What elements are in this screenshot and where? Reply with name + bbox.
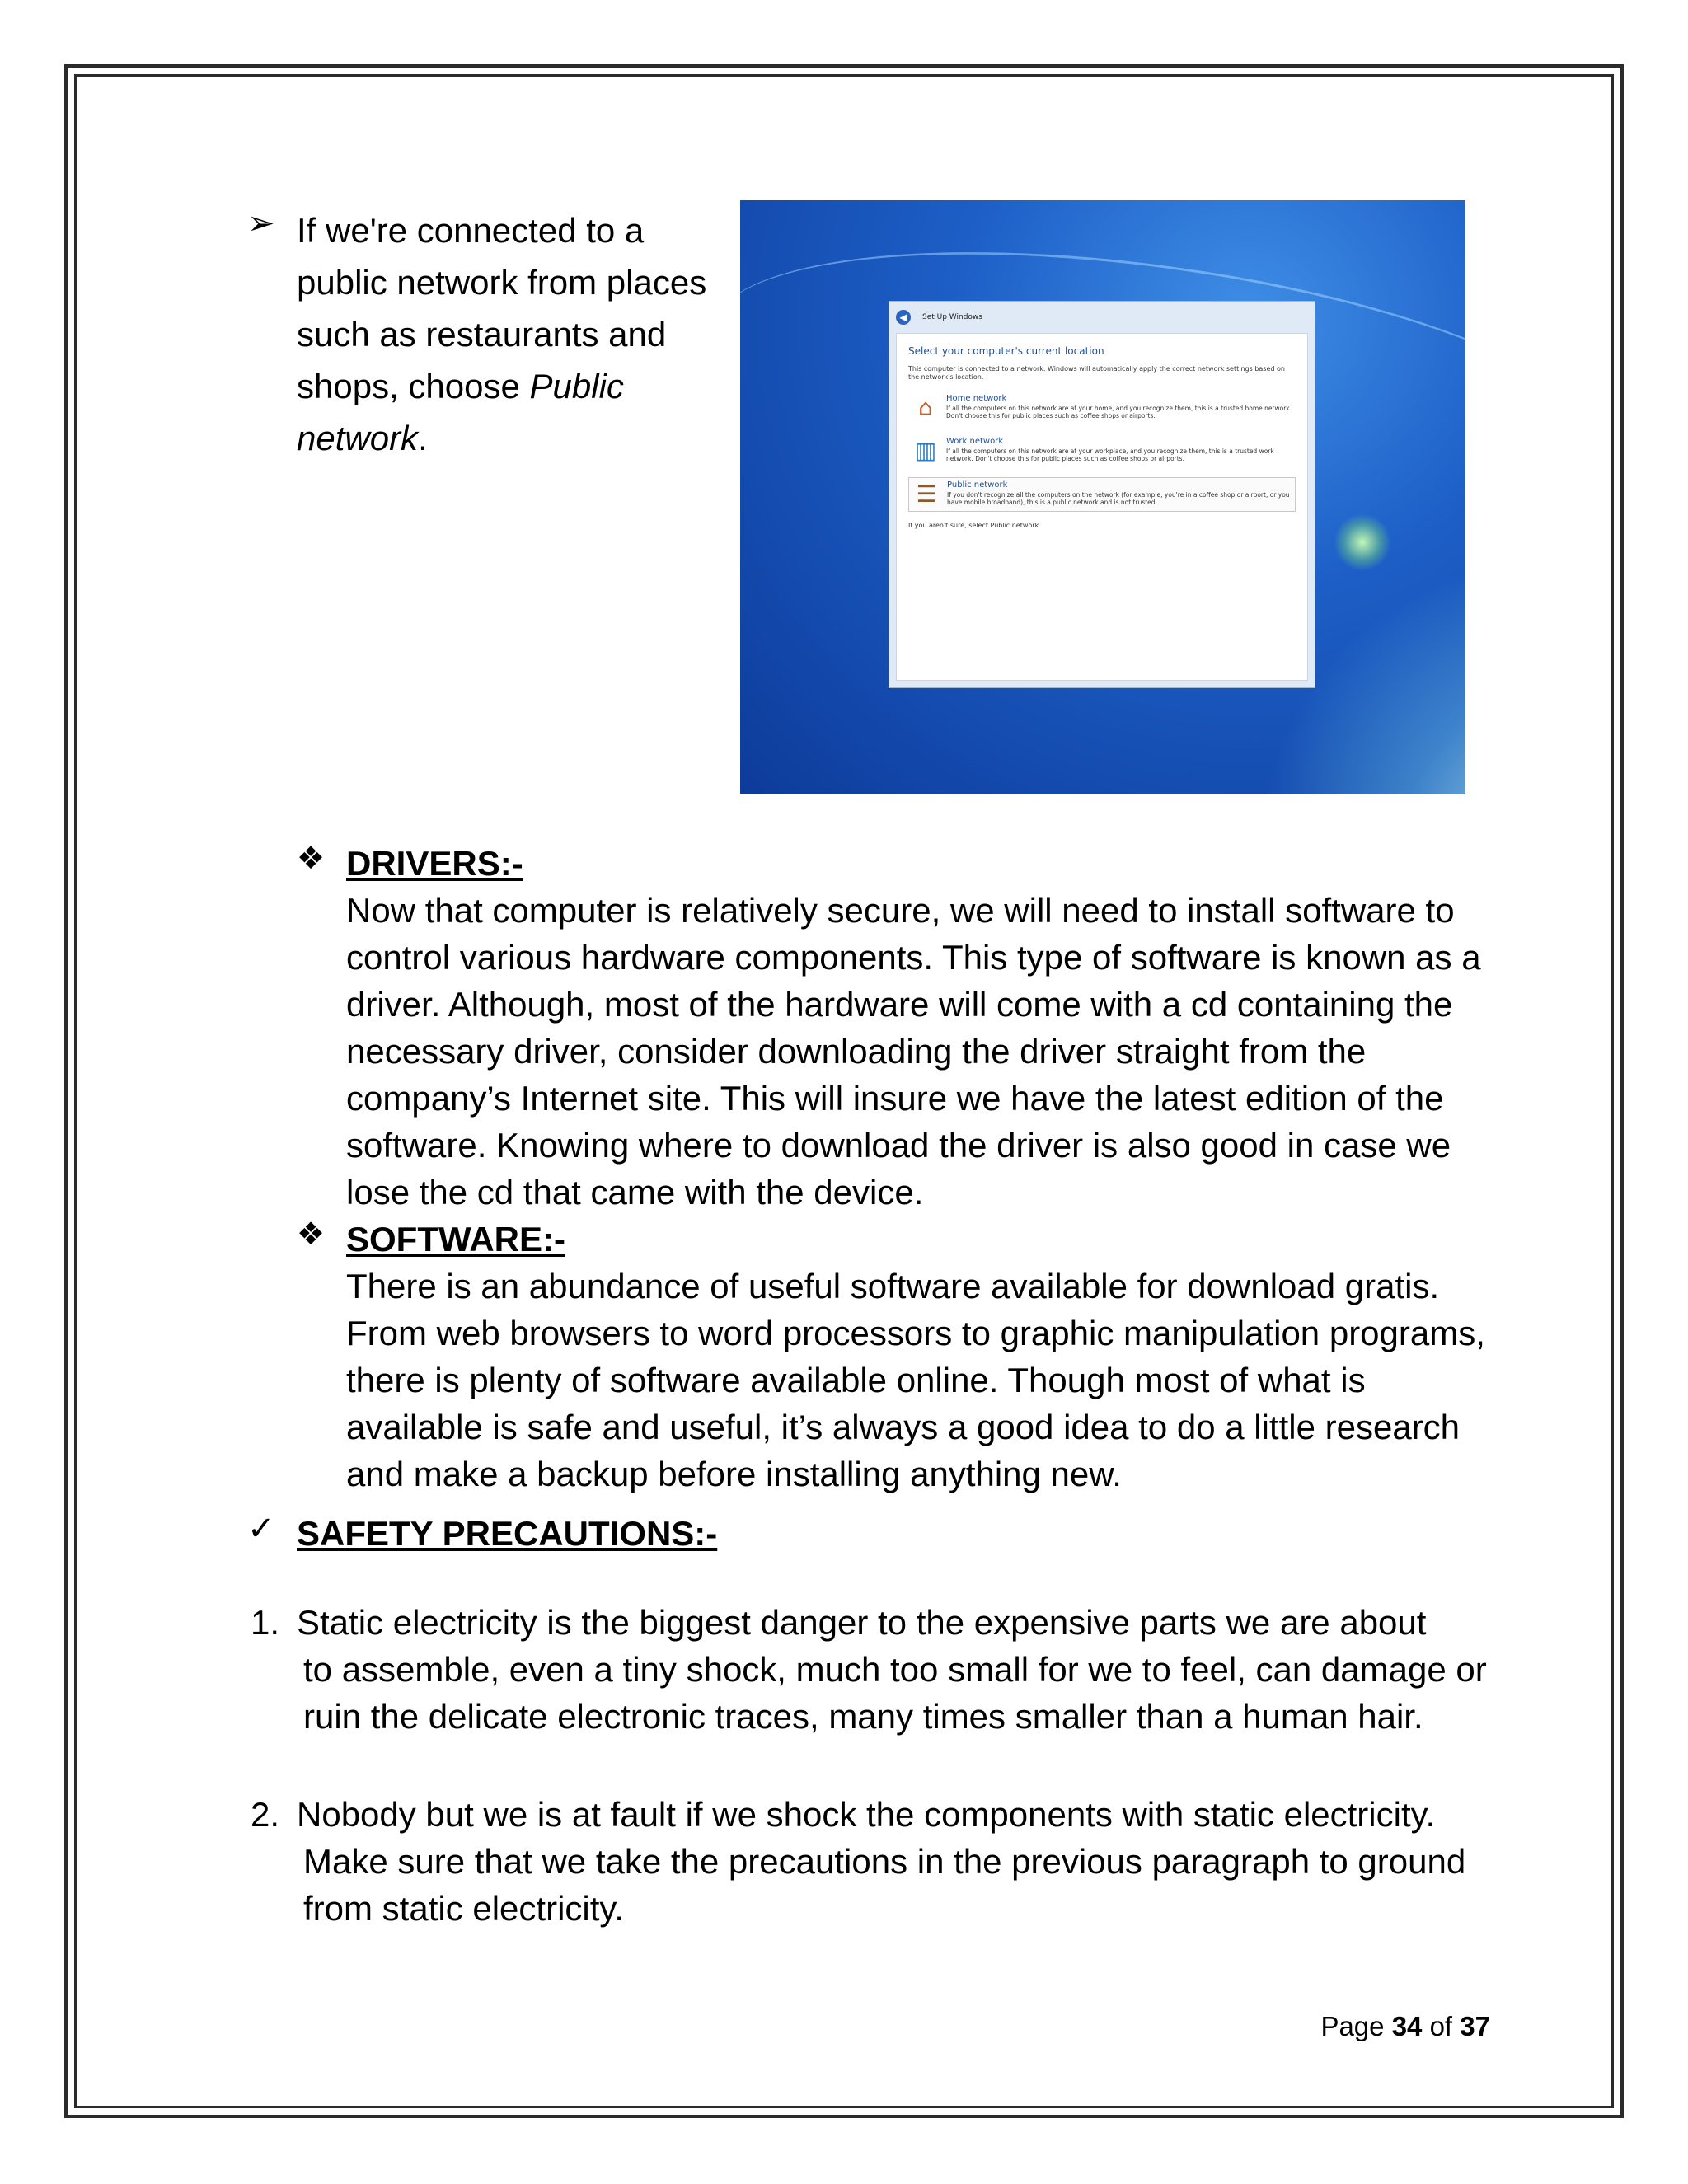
option-work-network xyxy=(908,434,1296,467)
list-number: 2. xyxy=(251,1795,280,1834)
drivers-paragraph: Now that computer is relatively secure, we will need to install software to control various hardware components. This type of software is known as a driver. Although, most of the hardware will come with a cd containing the necessary driver, consider downloading the driver straight from the company’s Internet site. This will insure we have the latest edition of the software. Knowing where to download the driver is also good in case we lose the cd that came with the device. xyxy=(346,891,1481,1212)
back-arrow-icon: ◀ xyxy=(896,310,911,325)
software-paragraph: There is an abundance of useful software available for download gratis. From web browsers to word processors to graphic manipulation programs, there is plenty of software available online. Though most of what is available is safe and useful, it’s always a good idea to do a little research and make a backup before installing anything new. xyxy=(346,1267,1485,1493)
list-item xyxy=(251,1599,1503,1740)
dialog-title: Set Up Windows xyxy=(922,313,982,321)
option-name: Work network xyxy=(946,437,1004,446)
option-text: If all the computers on this network are at your home, and you recognize them, this is a trusted home network. Don't choose this for public places such as coffee shops or airports. xyxy=(946,405,1292,419)
list-text-first: Static electricity is the biggest danger to the expensive parts we are about xyxy=(297,1603,1427,1642)
checkmark-bullet-icon: ✓ xyxy=(247,1510,275,1548)
option-text: If you don't recognize all the computers on the network (for example, you're in a coffee shop or airport, or you have mobile broadband), this is a public network and is not trusted. xyxy=(947,491,1290,506)
page-number: 34 xyxy=(1391,2011,1423,2041)
of-label: of xyxy=(1429,2011,1453,2041)
option-text: If all the computers on this network are at your workplace, and you recognize them, this is a trusted work network. Don't choose this for public places such as coffee shops or airports. xyxy=(946,448,1274,462)
house-icon: ⌂ xyxy=(918,394,933,421)
list-text-first: Nobody but we is at fault if we shock the components with static electricity. xyxy=(297,1795,1436,1834)
windows-setup-screenshot xyxy=(740,200,1465,794)
software-heading: SOFTWARE:- xyxy=(346,1220,565,1258)
page-label: Page xyxy=(1320,2011,1385,2041)
diamond-bullet-icon: ❖ xyxy=(297,840,326,876)
dialog-body xyxy=(896,333,1308,681)
list-text-rest: Make sure that we take the precautions in the previous paragraph to ground from static electricity. xyxy=(303,1842,1466,1928)
intro-text: If we're connected to a public network from places such as restaurants and shops, choose xyxy=(297,211,707,405)
list-text-rest: to assemble, even a tiny shock, much too small for we to feel, can damage or ruin the delicate electronic traces, many times smaller than a human hair. xyxy=(303,1650,1487,1736)
diamond-bullet-icon: ❖ xyxy=(297,1216,326,1252)
option-public-network xyxy=(908,477,1296,512)
list-item xyxy=(251,1791,1503,1932)
intro-period: . xyxy=(418,419,428,457)
intro-paragraph xyxy=(297,204,725,464)
option-name: Public network xyxy=(947,480,1008,490)
page-total: 37 xyxy=(1460,2011,1490,2041)
safety-heading: SAFETY PRECAUTIONS:- xyxy=(297,1514,718,1553)
wallpaper-flower xyxy=(1334,513,1391,571)
office-building-icon: ▥ xyxy=(914,437,937,464)
page-footer xyxy=(1320,2011,1490,2042)
arrow-bullet-icon: ➢ xyxy=(247,204,275,242)
drivers-heading: DRIVERS:- xyxy=(346,844,523,883)
dialog-heading: Select your computer's current location xyxy=(908,345,1104,357)
option-home-network xyxy=(908,391,1296,424)
dialog-footer-note: If you aren't sure, select Public network. xyxy=(908,522,1041,529)
setup-dialog xyxy=(889,301,1315,688)
intro-emphasis: Public network xyxy=(297,367,624,457)
park-bench-icon: ☰ xyxy=(916,480,937,508)
option-name: Home network xyxy=(946,394,1007,403)
dialog-description: This computer is connected to a network. Windows will automatically apply the correct network settings based on the network's location. xyxy=(908,365,1285,381)
dialog-titlebar xyxy=(889,302,1315,333)
list-number: 1. xyxy=(251,1603,280,1642)
